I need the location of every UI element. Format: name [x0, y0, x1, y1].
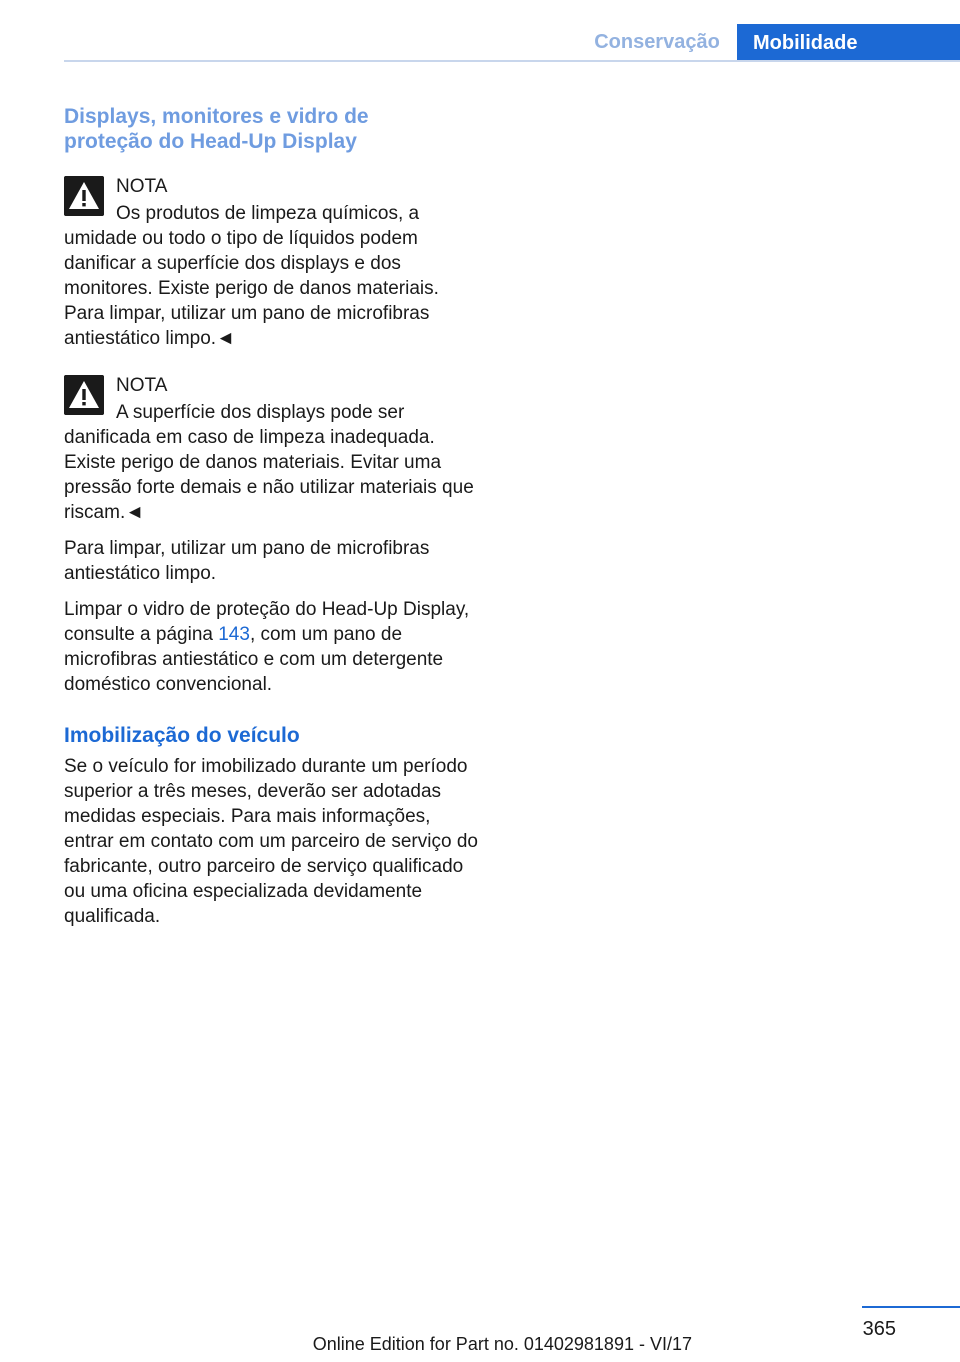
tab-mobilidade[interactable]: Mobilidade	[737, 24, 960, 62]
warning-text: A superfície dos displays pode ser danificada em caso de limpeza inadequada. Existe perigo de danos materiais. Evitar uma pressão forte demais e não utilizar materiais que riscam.◄	[64, 402, 474, 523]
warning-title: NOTA	[116, 375, 168, 396]
section-title-displays	[64, 104, 480, 154]
page-reference-link[interactable]: 143	[218, 624, 250, 645]
warning-triangle-icon	[64, 176, 104, 216]
section-title-line2: proteção do Head-Up Display	[64, 130, 357, 153]
section-title-immobilization: Imobilização do veículo	[64, 724, 300, 747]
warning-text: Os produtos de limpeza químicos, a umidade ou todo o tipo de líquidos podem danificar a superfície dos displays e dos monitores. Existe perigo de danos materiais. Para limpar, utilizar um pano de microfibras antiestático limpo.◄	[64, 203, 439, 349]
warning-note-1	[64, 174, 480, 351]
warning-note-2	[64, 373, 480, 525]
warning-title: NOTA	[116, 176, 168, 197]
edition-footer: Online Edition for Part no. 01402981891 - VI/17	[312, 1334, 692, 1354]
warning-triangle-icon	[64, 375, 104, 415]
tab-conservacao[interactable]: Conservação	[594, 31, 720, 53]
paragraph-text-before-link: Limpar o vidro de proteção do Head-Up Display, consulte a página	[64, 599, 470, 645]
paragraph-text-after-link: , com um pano de microfibras antiestático e com um detergente doméstico convencional.	[64, 624, 444, 695]
head-up-display-paragraph	[64, 597, 480, 697]
main-content	[64, 104, 480, 929]
footer-divider	[862, 1306, 960, 1308]
section-title-line1: Displays, monitores e vidro de	[64, 105, 369, 128]
immobilization-paragraph: Se o veículo for imobilizado durante um período superior a três meses, deverão ser adotadas medidas especiais. Para mais informações, entrar em contato com um parceiro de serviço do fabricante, outro parceiro de serviço qualificado ou uma oficina especializada devidamente qualificada.	[64, 756, 478, 927]
page-header	[0, 0, 960, 62]
header-divider	[64, 60, 960, 62]
cleaning-paragraph: Para limpar, utilizar um pano de microfibras antiestático limpo.	[64, 538, 430, 584]
page-number: 365	[862, 1318, 896, 1340]
